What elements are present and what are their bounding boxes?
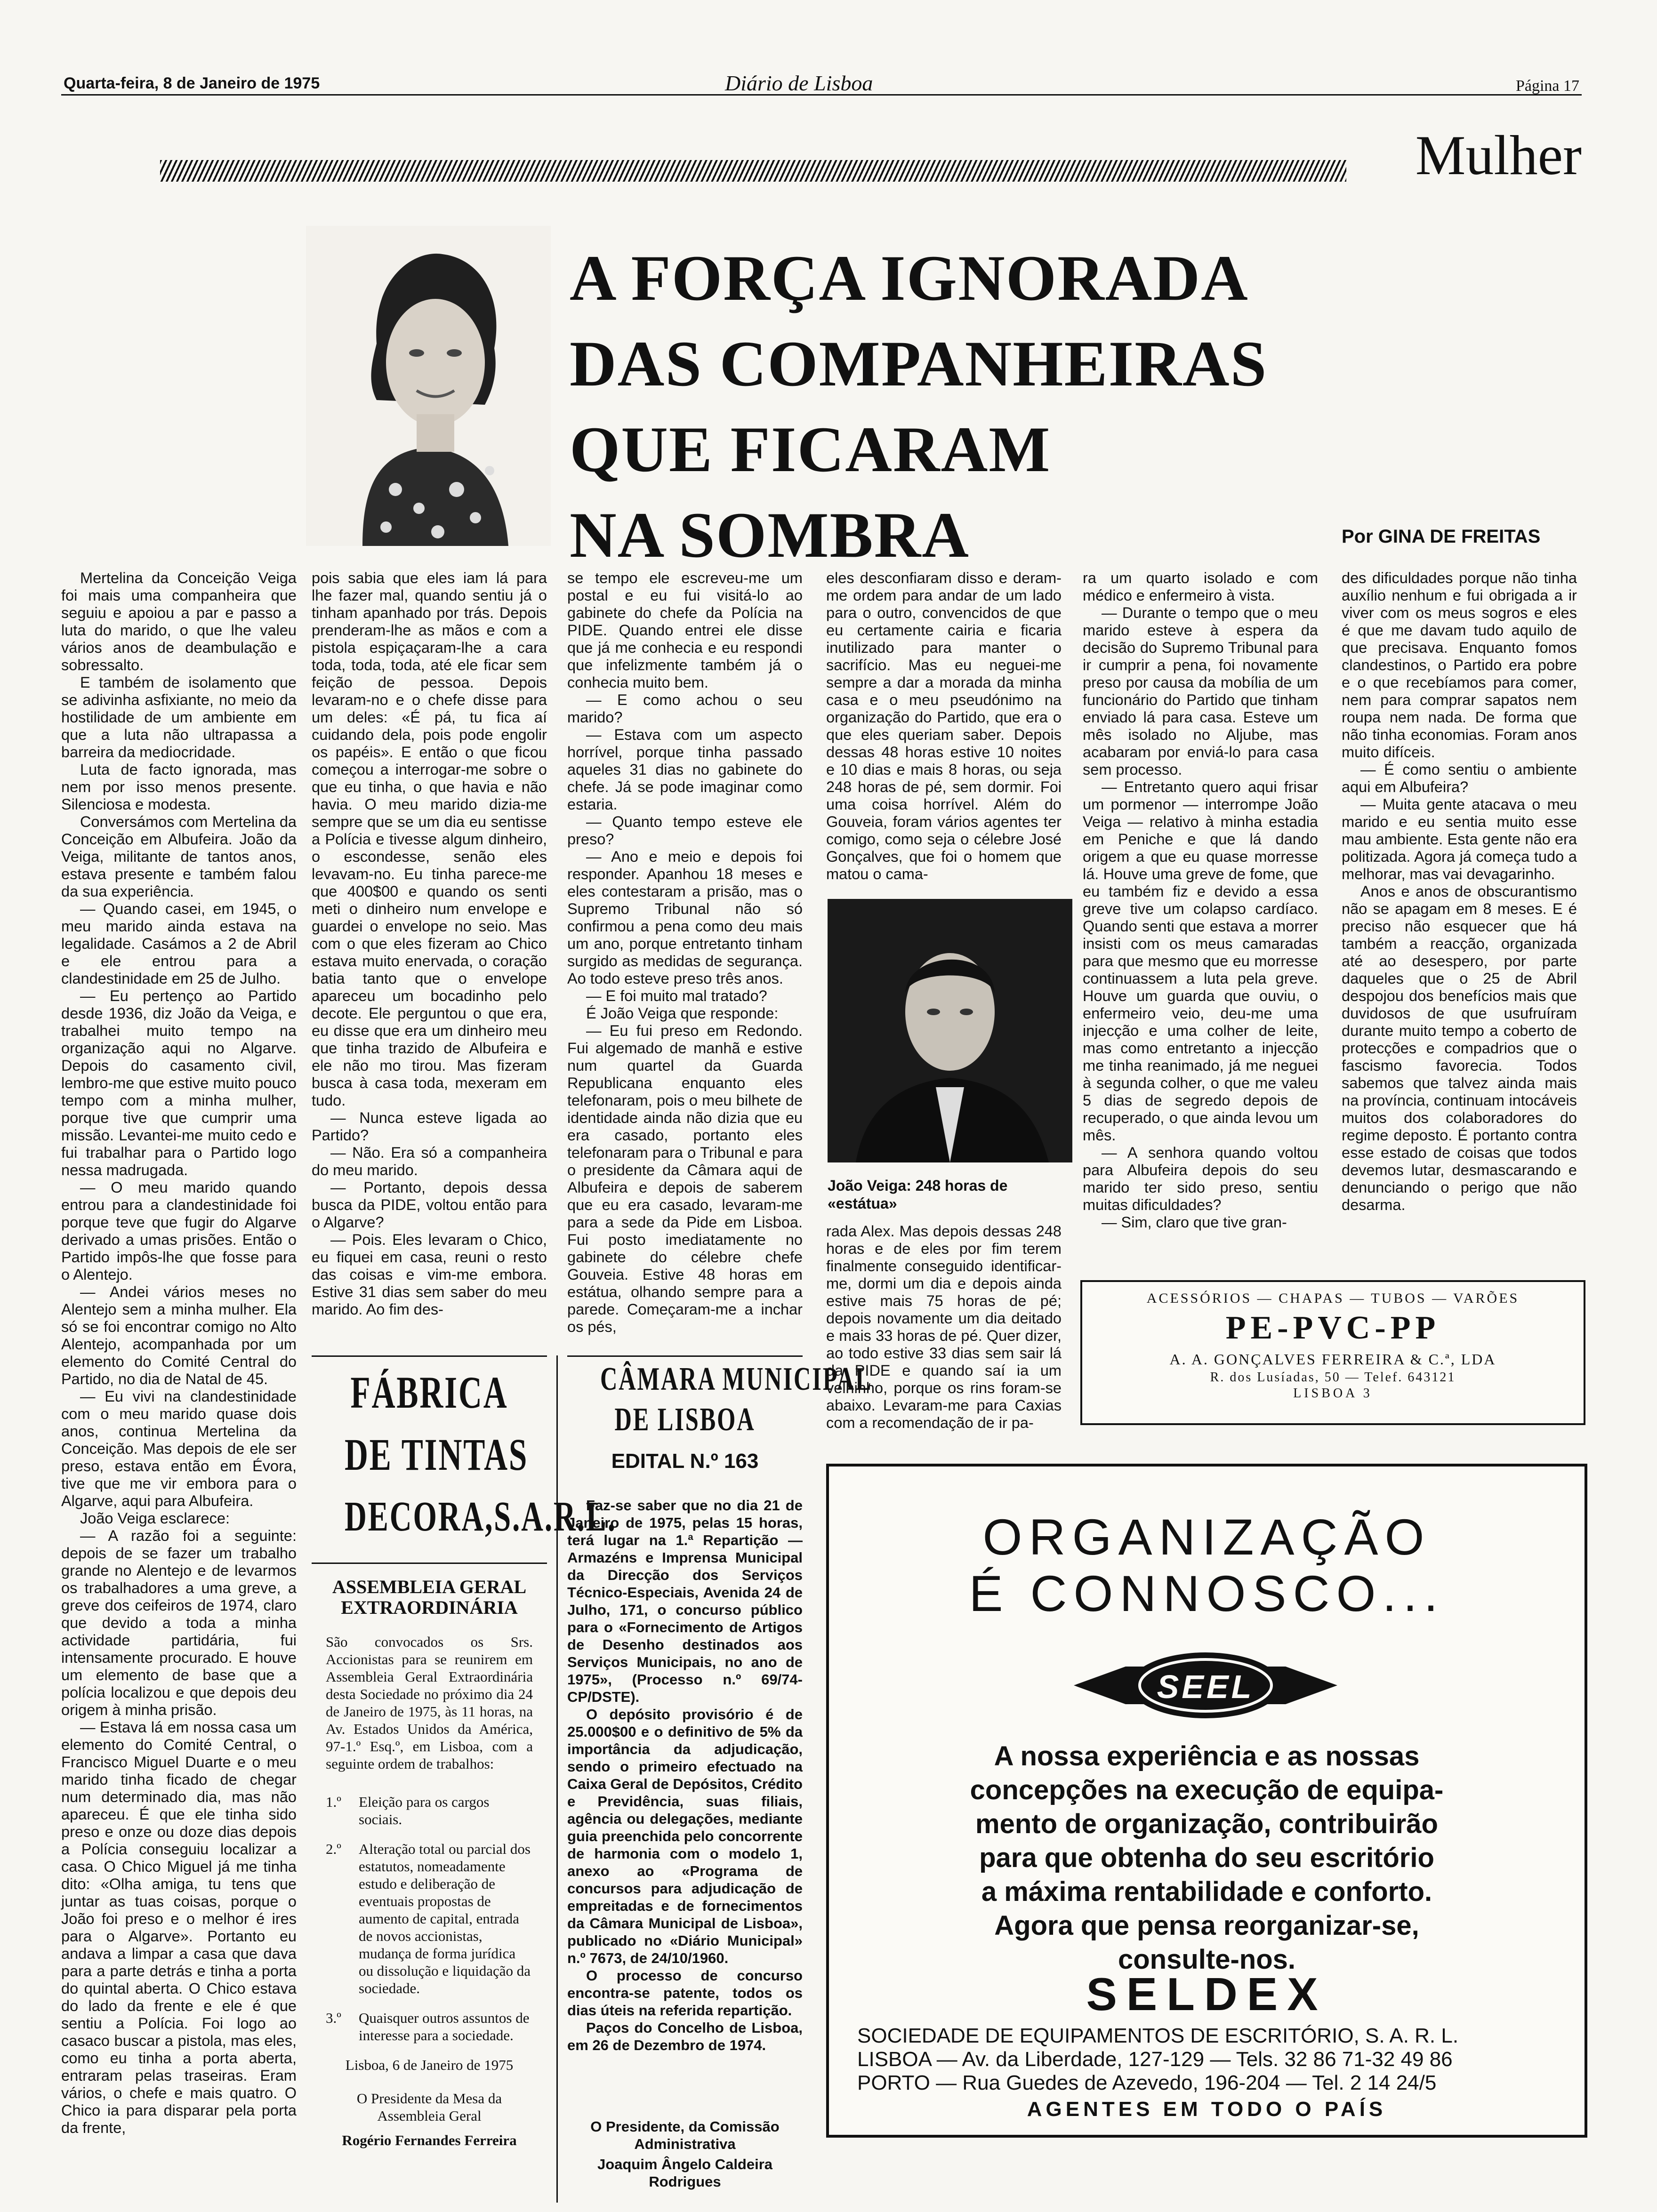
ad-seldex-address	[857, 2024, 1556, 2121]
article-paragraph: se tempo ele escreveu-me um postal e eu fui visitá-lo ao gabinete do chefe da Polícia na PIDE. Quando entrei ele disse que já me conhecia e eu respondi que infelizmente também já o conhecia muito bem.	[567, 569, 803, 691]
article-paragraph: João Veiga esclarece:	[80, 1510, 230, 1527]
edital-paragraph: Faz-se saber que no dia 21 de Janeiro de 1975, pelas 15 horas, terá lugar na 1.ª Repartição — Armazéns e Imprensa Municipal da Direcção dos Serviços Técnico-Especiais, Avenida 24 de Julho, 171, o concurso público para o «Fornecimento de Artigos de Desenho destinados aos Serviços Municipais, no ano de 1975», (Processo n.º 69/74-CP/DSTE).	[567, 1497, 803, 1705]
ad-pvc-line: A. A. GONÇALVES FERREIRA & C.ª, LDA	[1169, 1351, 1496, 1368]
seldex-address-line: PORTO — Rua Guedes de Azevedo, 196-204 — Tel. 2 14 24/5	[857, 2071, 1437, 2094]
article-paragraph: — E como achou o seu marido?	[567, 691, 803, 726]
edital-paragraph: O depósito provisório é de 25.000$00 e o definitivo de 5% da importância da adjudicação, sendo o primeiro efectuado na Caixa Geral de Depósitos, Crédito e Previdência, suas filiais, agência ou delegações, mediante guia preenchida pelo concorrente de harmonia com o modelo 1, anexo ao «Programa de concursos para adjudicação de empreitadas e de fornecimentos da Câmara Municipal de Lisboa», publicado no «Diário Municipal» n.º 7673, de 24/10/1960.	[567, 1706, 803, 1966]
article-column-3	[567, 569, 803, 1341]
seldex-address-line: AGENTES EM TODO O PAÍS	[1027, 2098, 1387, 2121]
article-column-2	[312, 569, 547, 1355]
ad-title-line: DECORA,S.A.R.L.	[345, 1493, 617, 1540]
ad-sign-role: O Presidente da Mesa da Assembleia Geral	[356, 2090, 502, 2124]
section-title: Mulher	[1415, 124, 1582, 186]
article-paragraph: É João Veiga que responde:	[586, 1005, 779, 1022]
edital-paragraph: Paços do Concelho de Lisboa, em 26 de Dezembro de 1974.	[567, 2020, 803, 2053]
article-paragraph: — Eu fui preso em Redondo. Fui algemado de manhã e estive num quartel da Guarda Republicana enquanto eles telefonaram, pois o meu bilhete de identidade ainda não dizia que eu era casado, portanto eles telefonaram para o Tribunal e para o presidente da Câmara aqui de Albufeira e depois de saberem que eu era casado, levaram-me para a sede da Pide em Lisboa. Fui posto imediatamente no gabinete do célebre chefe Gouveia. Estive 48 horas em estátua, olhando sempre para a parede. Começaram-me a inchar os pés,	[567, 1022, 803, 1335]
article-paragraph: — A senhora quando voltou para Albufeira depois do seu marido ter sido preso, sentiu muitas dificuldades?	[1083, 1144, 1318, 1213]
article-paragraph: rada Alex. Mas depois dessas 248 horas e de eles por fim terem finalmente conseguido identificar-me, dormi um dia e depois ainda estive mais 75 horas de pé; depois novamente um dia deitado e mais 33 horas de pé. Quer dizer, ao todo estive 33 dias sem sair lá da PIDE e quando saí ia um velhinho, porque os rins foram-se abaixo. Levaram-me para Caxias com a recomendação de ir pa-	[826, 1223, 1062, 1431]
seldex-body-line: A nossa experiência e as nossas	[994, 1741, 1420, 1771]
article-paragraph: — Ano e meio e depois foi responder. Apanhou 18 meses e eles contestaram a prisão, mas o Supremo Tribunal não só confirmou a pena como deu mais um ano, porque entretanto tinham surgido as medidas de segurança. Ao todo esteve preso três anos.	[567, 848, 803, 987]
article-paragraph: — O meu marido quando entrou para a clandestinidade foi porque teve que fugir do Algarve derivado a umas prisões. Então o Partido impôs-lhe que fosse para o Alentejo.	[61, 1179, 297, 1283]
article-paragraph: Luta de facto ignorada, mas nem por isso menos presente. Silenciosa e modesta.	[61, 761, 297, 813]
article-paragraph: Mertelina da Conceição Veiga foi mais uma companheira que seguiu e apoiou a par e passo a luta do marido, o que lhe valeu vários anos de deambulação e sobressalto.	[61, 569, 297, 673]
page-number: Página 17	[1515, 77, 1579, 95]
newspaper-name: Diário de Lisboa	[725, 71, 873, 95]
seldex-address-line: SOCIEDADE DE EQUIPAMENTOS DE ESCRITÓRIO, S. A. R. L.	[857, 2024, 1459, 2047]
ad-pvc-line: ACESSÓRIOS — CHAPAS — TUBOS — VARÕES	[1146, 1290, 1520, 1306]
headline-line: QUE FICARAM	[570, 413, 1051, 485]
byline: Por GINA DE FREITAS	[1342, 526, 1541, 547]
agenda-item-number: 1.º	[326, 1794, 341, 1810]
headline-line: DAS COMPANHEIRAS	[570, 328, 1268, 400]
headline-line: NA SOMBRA	[570, 499, 970, 571]
article-column-5	[826, 1223, 1062, 1431]
ad-date: Lisboa, 6 de Janeiro de 1975	[345, 2057, 514, 2073]
article-paragraph: — Eu pertenço ao Partido desde 1936, diz João da Veiga, e trabalhei muito tempo na organização aqui no Algarve. Depois do casamento civil, lembro-me que estive muito pouco tempo com a minha mulher, porque tive que cumprir uma missão. Levantei-me muito cedo e fui trabalhar para o Partido logo nessa madrugada.	[61, 987, 297, 1178]
ad-seldex-title: ORGANIZAÇÃO	[982, 1508, 1431, 1565]
article-paragraph: — Quando casei, em 1945, o meu marido ainda estava na legalidade. Casámos a 2 de Abril e ele entrou para a clandestinidade em 25 de Julho.	[61, 900, 297, 987]
agenda-item	[326, 1840, 533, 1997]
issue-date: Quarta-feira, 8 de Janeiro de 1975	[64, 74, 320, 92]
ad-pvc	[1080, 1280, 1585, 1425]
article-column-1	[61, 569, 297, 2203]
edital-sign-role: O Presidente, da Comissão Administrativa	[590, 2118, 780, 2152]
agenda-item-number: 2.º	[326, 1841, 341, 1857]
column-divider	[556, 1355, 558, 2203]
seldex-body-line: consulte-nos.	[1118, 1944, 1296, 1975]
article-paragraph: — Pois. Eles levaram o Chico, eu fiquei em casa, reuni o resto das coisas e vim-me embora. Estive 31 dias sem saber do meu marido. Ao fim des-	[312, 1231, 547, 1318]
ad-seldex-company: SELDEX	[1086, 1968, 1327, 2020]
seldex-address-line: LISBOA — Av. da Liberdade, 127-129 — Tels. 32 86 71-32 49 86	[857, 2048, 1453, 2071]
ad-body: São convocados os Srs. Accionistas para se reunirem em Assembleia Geral Extraordinária desta Sociedade no próximo dia 24 de Janeiro de 1975, às 11 horas, na Av. Estados Unidos da América, 97-1.º Esq.º, em Lisboa, com a seguinte ordem de trabalhos:	[326, 1634, 533, 1772]
agenda-item-number: 3.º	[326, 2010, 341, 2026]
article-paragraph: Anos e anos de obscurantismo não se apagam em 8 meses. E é preciso não esquecer que há também a reacção, organizada até ao desespero, por parte daqueles que o 25 de Abril despojou dos benefícios mais que duvidosos de que usufruíram durante muito tempo a coberto de protecções e compadrios que o fascismo favorecia. Todos sabemos que talvez ainda mais na província, continuam intocáveis muitos dos colaboradores do regime deposto. É portanto contra esse estado de coisas que todos devemos lutar, desmascarando e denunciando o perigo que não desarma.	[1342, 883, 1577, 1213]
ad-heading: ASSEMBLEIA GERAL	[332, 1576, 527, 1597]
article-paragraph: — A razão foi a seguinte: depois de se fazer um trabalho grande no Alentejo e de levarmos os trabalhadores a uma greve, a greve dos ceifeiros de 1974, claro que devido a toda a minha actividade partidária, fui intensamente procurado. E houve um elemento de base que a polícia localizou e que depois deu origem à minha prisão.	[61, 1527, 297, 1718]
article-paragraph: — Portanto, depois dessa busca da PIDE, voltou então para o Algarve?	[312, 1179, 547, 1231]
portrait-photo-mertelina	[306, 226, 551, 546]
photo-joao-veiga	[828, 899, 1072, 1162]
article-paragraph: — Sim, claro que tive gran-	[1102, 1214, 1287, 1231]
article-paragraph: E também de isolamento que se adivinha asfixiante, no meio da hostilidade de um ambiente em que a luta não ultrapassa a barreira da mediocridade.	[61, 674, 297, 761]
ad-pvc-line: LISBOA 3	[1293, 1386, 1373, 1401]
article-paragraph: pois sabia que eles iam lá para lhe fazer mal, quando sentiu já o tinham apanhado por trás. Depois prenderam-lhe as mãos e com a pistola espiçaçaram-lhe a cara toda, toda, toda, até ele ficar sem feição de pessoa. Depois levaram-no e o chefe disse para um deles: «É pá, tu fica aí cuidando dela, pois pode engolir os papéis». E então o que ficou começou a interrogar-me sobre o que eu tinha, o que havia e não havia. O meu marido dizia-me sempre que se um dia eu sentisse a Polícia e tivesse algum dinheiro, o escondesse, senão eles levavam-no. Eu tinha parece-me que 400$00 e quando os senti meti o dinheiro num envelope e guardei o envelope no seio. Mas com o que eles fizeram ao Chico estava muito enervada, o coração batia tanto que o envelope apareceu um bocadinho pelo decote. Ele perguntou o que era, eu disse que era um dinheiro meu que tinha trazido de Albufeira e ele não mo tirou. Mas fizeram busca à casa toda, mexeram em tudo.	[312, 569, 547, 1109]
article-paragraph: — Não. Era só a companheira do meu marido.	[312, 1144, 547, 1178]
article-paragraph: — É como sentiu o ambiente aqui em Albufeira?	[1342, 761, 1577, 795]
agenda-item	[326, 1793, 533, 1828]
seldex-body-line: mento de organização, contribuirão	[975, 1809, 1438, 1839]
seldex-body-line: para que obtenha do seu escritório	[979, 1843, 1434, 1873]
seel-logo-text: SEEL	[1157, 1668, 1255, 1705]
agenda-item	[326, 2009, 533, 2044]
ad-title-line: DE LISBOA	[614, 1402, 756, 1438]
ad-seldex-body	[829, 1739, 1585, 1977]
article-paragraph: ra um quarto isolado e com médico e enfermeiro à vista.	[1083, 569, 1318, 604]
article-headline	[570, 235, 1304, 578]
seldex-body-line: Agora que pensa reorganizar-se,	[994, 1910, 1419, 1941]
ad-title-line: CÂMARA MUNICIPAL	[600, 1361, 873, 1397]
ad-fabrica-tintas	[312, 1355, 617, 2203]
agenda-item-text: Eleição para os cargos sociais.	[359, 1794, 490, 1827]
agenda-item-text: Quaisquer outros assuntos de interesse para a sociedade.	[359, 2010, 530, 2044]
article-paragraph: — Quanto tempo esteve ele preso?	[567, 813, 803, 848]
photo-caption: João Veiga: 248 horas de «estátua»	[828, 1177, 1008, 1212]
edital-body	[567, 1497, 803, 2054]
seldex-body-line: a máxima rentabilidade e conforto.	[981, 1876, 1432, 1907]
seel-logo	[1074, 1650, 1337, 1721]
article-paragraph: — E foi muito mal tratado?	[586, 987, 767, 1004]
article-paragraph: des dificuldades porque não tinha auxílio nenhum e fui obrigada a ir viver com os meus sogros e eles é que me davam tudo aquilo de que precisava. Enquanto fomos clandestinos, o Partido era pobre e o que recebíamos para comer, nem para comprar sapatos nem roupa nem nada. De forma que não tinha economias. Foram anos muito difíceis.	[1342, 569, 1577, 761]
masthead-rule	[61, 94, 1582, 96]
article-column-7	[1342, 569, 1577, 1247]
article-paragraph: — Entretanto quero aqui frisar um pormenor — interrompe João Veiga — relativo à minha estadia em Peniche e que lá dando origem a que eu quase morresse lá. Houve uma greve de fome, que eu também fiz e devido a essa greve tive um colapso cardíaco. Quando senti que estava a morrer insisti com os meus camaradas para que mesmo que eu morresse continuassem a luta pela greve. Houve um guarda que ouviu, o enfermeiro veio, deu-me uma injecção e uma colher de leite, mas como entretanto a injecção me tinha reanimado, já me neguei à segunda colher, o que me valeu 5 dias de segredo depois de recuperado, o que ainda levou um mês.	[1083, 778, 1318, 1144]
ad-camara-municipal	[567, 1355, 873, 2203]
article-paragraph: — Andei vários meses no Alentejo sem a minha mulher. Ela só se foi encontrar comigo no Alto Alentejo, acompanhada por um elemento do Comité Central do Partido, no dia de Natal de 45.	[61, 1283, 297, 1387]
article-paragraph: — Eu vivi na clandestinidade com o meu marido quase dois anos, continua Mertelina da Conceição. Mas depois de ele ser preso, estava então em Évora, tive que me vir embora para o Algarve, aqui para Albufeira.	[61, 1388, 297, 1509]
article-column-6	[1083, 569, 1318, 1247]
edital-paragraph: O processo de concurso encontra-se patente, todos os dias úteis na referida repartição.	[567, 1967, 803, 2019]
ad-title-line: DE TINTAS	[345, 1429, 529, 1480]
article-paragraph: — Durante o tempo que o meu marido esteve à espera da decisão do Supremo Tribunal para ir cumprir a pena, foi novamente preso por causa da mobília de um funcionário do Partido que tinham enviado lá para casa. Esteve um mês isolado no Aljube, mas acabaram por enviá-lo para casa sem processo.	[1083, 604, 1318, 778]
ad-agenda-list	[326, 1793, 533, 2056]
ad-seldex	[826, 1464, 1587, 2138]
edital-sign-name: Joaquim Ângelo Caldeira Rodrigues	[597, 2156, 773, 2190]
ad-seldex-title: É CONNOSCO...	[969, 1565, 1445, 1622]
seldex-body-line: concepções na execução de equipa-	[970, 1775, 1444, 1805]
headline-line: A FORÇA IGNORADA	[570, 242, 1249, 314]
agenda-item-text: Alteração total ou parcial dos estatutos, nomeadamente estudo e deliberação de eventuais propostas de aumento de capital, entrada de novos accionistas, mudança de forma jurídica ou dissolução e liquidação da sociedade.	[359, 1841, 531, 1996]
article-paragraph: Conversámos com Mertelina da Conceição em Albufeira. João da Veiga, militante de tantos anos, estava presente e também falou da sua experiência.	[61, 813, 297, 900]
article-paragraph: — Estava com um aspecto horrível, porque tinha passado aqueles 31 dias no gabinete do chefe. Já se pode imaginar como estaria.	[567, 726, 803, 813]
edital-number: EDITAL N.º 163	[611, 1450, 759, 1473]
article-paragraph: eles desconfiaram disso e deram-me ordem para andar de um lado para o outro, convencidos de que eu certamente cairia e ficaria inutilizado para manter o sacrifício. Mas eu neguei-me sempre a dar a morada da minha casa e o meu pseudónimo na organização do Partido, que era o que eles queriam saber. Depois dessas 48 horas estive 10 noites e 10 dias e mais 8 horas, ou seja 248 horas de pé, sem dormir. Foi uma coisa horrível. Além do Gouveia, foram vários agentes ter comigo, como seja o célebre José Gonçalves, que foi o homem que matou o cama-	[826, 569, 1062, 882]
ad-heading: EXTRAORDINÁRIA	[341, 1597, 518, 1618]
article-column-4	[826, 569, 1062, 887]
article-paragraph: — Estava lá em nossa casa um elemento do Comité Central, o Francisco Miguel Duarte e o meu marido tinha ficado de chegar num determinado dia, mas não apareceu. É que ele tinha sido preso e onze ou doze dias depois a Polícia conseguiu localizar a casa. O Chico Miguel já me tinha dito: «Olha amiga, tu tens que juntar as tuas coisas, porque o João foi preso e o melhor é ires para o Algarve». Portanto eu andava a limpar a casa que dava para a parte detrás e tinha a porta do quintal aberta. O Chico estava do lado da frente e ele é que sentiu a Polícia. Foi logo ao casaco buscar a pistola, mas eles, como eu tinha a porta aberta, entraram pelas traseiras. Eram vários, o chefe e mais quatro. O Chico ia para disparar pela porta da frente,	[61, 1719, 297, 2136]
ad-pvc-line: PE-PVC-PP	[1225, 1310, 1440, 1346]
ad-title-line: FÁBRICA	[350, 1367, 508, 1418]
ad-pvc-line: R. dos Lusíadas, 50 — Telef. 643121	[1210, 1370, 1456, 1385]
article-paragraph: — Muita gente atacava o meu marido e eu sentia muito esse mau ambiente. Esta gente não era politizada. Agora já começa tudo a melhorar, mas vai devagarinho.	[1342, 796, 1577, 882]
section-hatch-bar	[160, 160, 1346, 182]
ad-sign-name: Rogério Fernandes Ferreira	[342, 2132, 517, 2148]
article-paragraph: — Nunca esteve ligada ao Partido?	[312, 1109, 547, 1144]
